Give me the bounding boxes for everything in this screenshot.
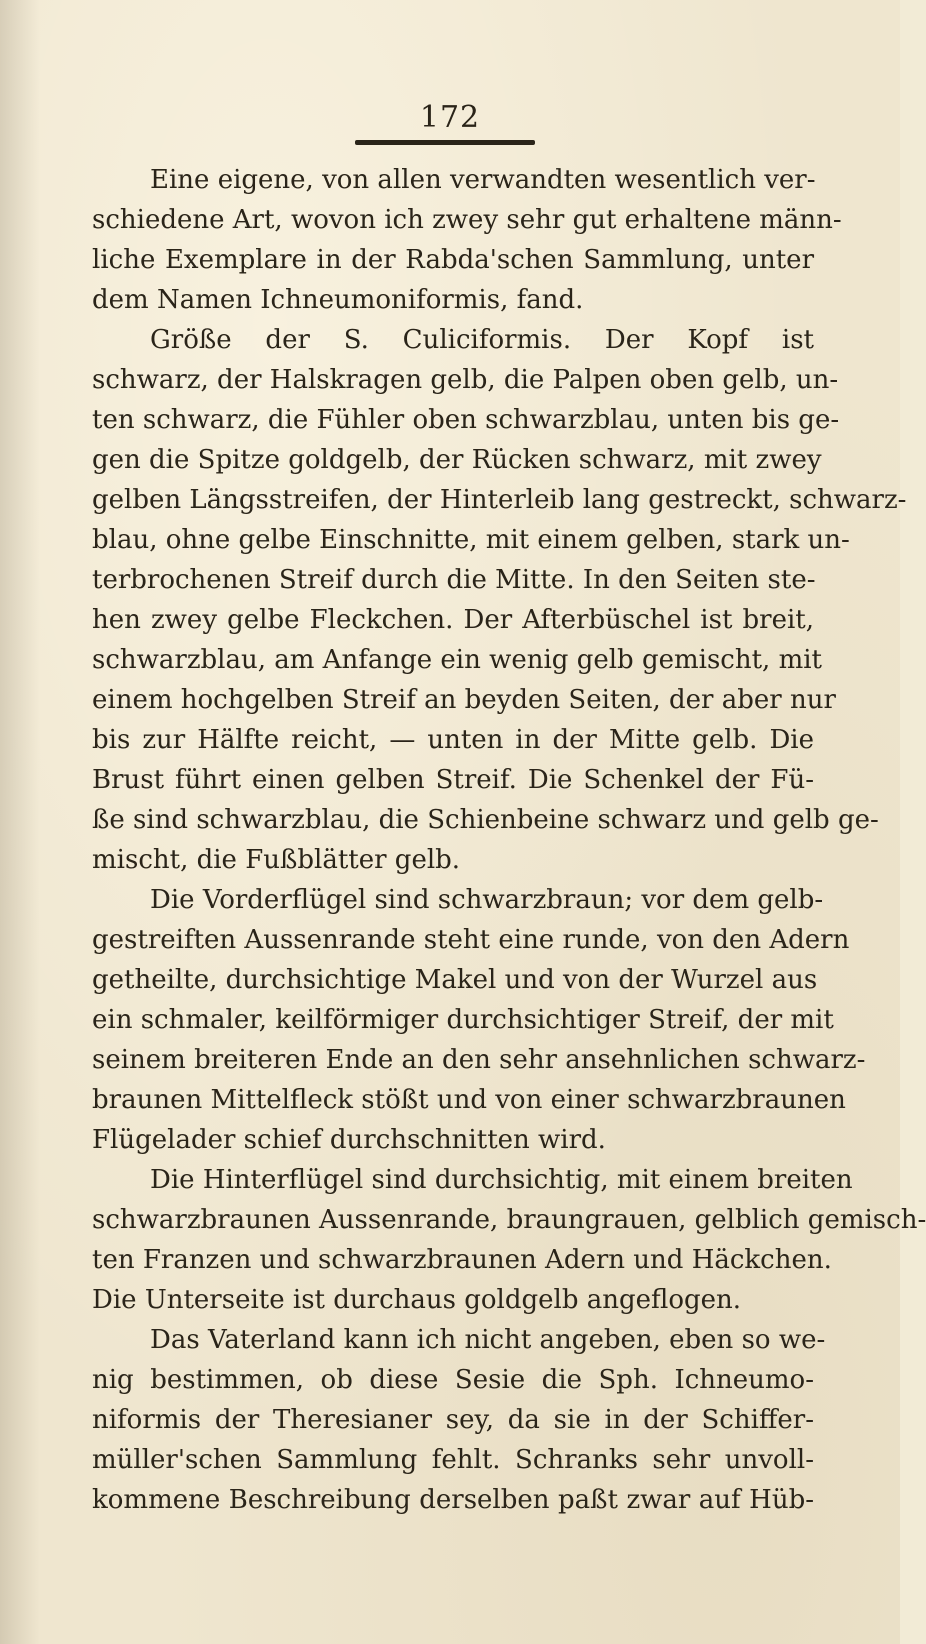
text-line: Flügelader schief durchschnitten wird.: [92, 1125, 606, 1155]
text-line: gen die Spitze goldgelb, der Rücken schwarz, mit zwey: [92, 445, 822, 475]
text-line: Die Hinterflügel sind durchsichtig, mit einem breiten: [150, 1165, 853, 1195]
text-line: ße sind schwarzblau, die Schienbeine schwarz und gelb ge-: [92, 805, 879, 835]
text-line: gelben Längsstreifen, der Hinterleib lang gestreckt, schwarz-: [92, 485, 907, 515]
text-line: gestreiften Aussenrande steht eine runde, von den Adern: [92, 925, 850, 955]
text-line: bis zur Hälfte reicht, — unten in der Mitte gelb. Die: [92, 725, 814, 755]
text-line: ein schmaler, keilförmiger durchsichtiger Streif, der mit: [92, 1005, 834, 1035]
text-line: kommene Beschreibung derselben paßt zwar auf Hüb-: [92, 1485, 814, 1515]
text-line: schwarzbraunen Aussenrande, braungrauen, gelblich gemisch-: [92, 1205, 926, 1235]
text-line: braunen Mittelfleck stößt und von einer schwarzbraunen: [92, 1085, 846, 1115]
text-line: niformis der Theresianer sey, da sie in der Schiffer-: [92, 1405, 814, 1435]
text-line: ten Franzen und schwarzbraunen Adern und Häckchen.: [92, 1245, 832, 1275]
text-line: ten schwarz, die Fühler oben schwarzblau, unten bis ge-: [92, 405, 840, 435]
text-line: getheilte, durchsichtige Makel und von der Wurzel aus: [92, 965, 818, 995]
text-line: mischt, die Fußblätter gelb.: [92, 845, 461, 875]
text-line: schwarz, der Halskragen gelb, die Palpen oben gelb, un-: [92, 365, 839, 395]
text-line: schwarzblau, am Anfange ein wenig gelb gemischt, mit: [92, 645, 822, 675]
text-line: Brust führt einen gelben Streif. Die Schenkel der Fü-: [92, 765, 814, 795]
text-line: einem hochgelben Streif an beyden Seiten, der aber nur: [92, 685, 836, 715]
text-line: Die Unterseite ist durchaus goldgelb angeflogen.: [92, 1285, 742, 1315]
text-line: liche Exemplare in der Rabda'schen Sammlung, unter: [92, 245, 814, 275]
text-line: Eine eigene, von allen verwandten wesentlich ver-: [150, 165, 816, 195]
text-line: dem Namen Ichneumoniformis, fand.: [92, 285, 584, 315]
text-line: schiedene Art, wovon ich zwey sehr gut erhaltene männ-: [92, 205, 842, 235]
text-line: Die Vorderflügel sind schwarzbraun; vor dem gelb-: [150, 885, 824, 915]
text-line: blau, ohne gelbe Einschnitte, mit einem gelben, stark un-: [92, 525, 850, 555]
text-line: hen zwey gelbe Fleckchen. Der Afterbüschel ist breit,: [92, 605, 814, 635]
header-rule: [355, 140, 535, 145]
binding-shadow: [0, 0, 40, 1644]
text-line: nig bestimmen, ob diese Sesie die Sph. Ichneumo-: [92, 1365, 814, 1395]
text-line: müller'schen Sammlung fehlt. Schranks sehr unvoll-: [92, 1445, 814, 1475]
text-line: Das Vaterland kann ich nicht angeben, eben so we-: [150, 1325, 826, 1355]
text-line: seinem breiteren Ende an den sehr ansehnlichen schwarz-: [92, 1045, 866, 1075]
text-line: terbrochenen Streif durch die Mitte. In den Seiten ste-: [92, 565, 816, 595]
text-line: Größe der S. Culiciformis. Der Kopf ist: [150, 325, 814, 355]
page-number: 172: [419, 100, 481, 135]
body-text: [92, 160, 926, 1520]
